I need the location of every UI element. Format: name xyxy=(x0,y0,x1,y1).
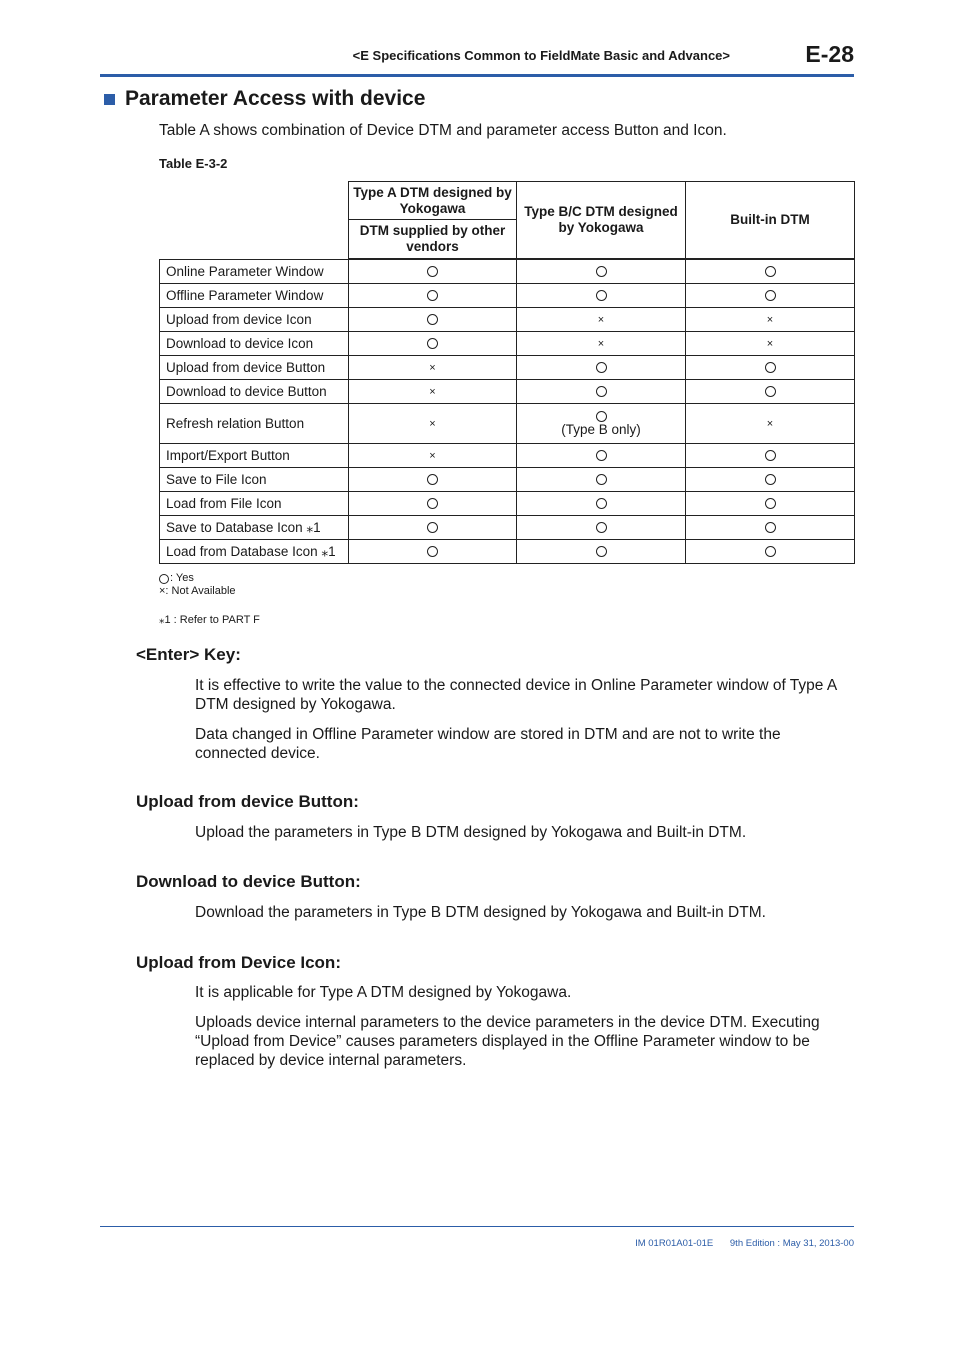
cell-c xyxy=(686,468,855,492)
cross-icon: × xyxy=(429,417,436,430)
circle-icon xyxy=(159,574,169,584)
heading-upload-icon: Upload from Device Icon: xyxy=(136,953,341,972)
circle-icon xyxy=(596,450,607,461)
paragraph: Upload the parameters in Type B DTM designed by Yokogawa and Built-in DTM. xyxy=(195,824,747,841)
legend-no-text: ×: Not Available xyxy=(159,585,236,597)
cross-icon: × xyxy=(429,361,436,374)
circle-icon xyxy=(765,498,776,509)
table-row xyxy=(160,540,855,564)
circle-icon xyxy=(596,522,607,533)
cell-a xyxy=(349,284,517,308)
circle-icon xyxy=(427,290,438,301)
cell-a xyxy=(349,332,517,356)
chapter-title: <E Specifications Common to FieldMate Basic and Advance> xyxy=(352,48,730,63)
header-other-vendors: DTM supplied by other vendors xyxy=(349,220,517,259)
circle-icon xyxy=(596,474,607,485)
header-rule xyxy=(100,74,854,77)
cell-b xyxy=(517,308,686,332)
cell-c xyxy=(686,260,855,284)
row-label: Upload from device Button xyxy=(160,356,349,380)
table-row xyxy=(160,308,855,332)
table-row xyxy=(160,356,855,380)
table-footnote: ⁎1 : Refer to PART F xyxy=(159,614,260,626)
heading-download-button: Download to device Button: xyxy=(136,872,361,891)
table-row xyxy=(160,516,855,540)
cell-a xyxy=(349,356,517,380)
circle-icon xyxy=(765,266,776,277)
header-type-bc: Type B/C DTM designed by Yokogawa xyxy=(517,182,686,259)
cell-c xyxy=(686,308,855,332)
cell-c xyxy=(686,492,855,516)
circle-icon xyxy=(765,362,776,373)
paragraph: Data changed in Offline Parameter window are stored in DTM and are not to write the connected device. xyxy=(195,726,781,762)
circle-icon xyxy=(427,474,438,485)
circle-icon xyxy=(427,314,438,325)
section-title: Parameter Access with device xyxy=(125,87,426,110)
circle-icon xyxy=(765,386,776,397)
cell-b xyxy=(517,356,686,380)
circle-icon xyxy=(765,546,776,557)
row-label: Online Parameter Window xyxy=(160,260,349,284)
circle-icon xyxy=(765,474,776,485)
circle-icon xyxy=(765,522,776,533)
table-row xyxy=(160,284,855,308)
table-row xyxy=(160,444,855,468)
access-table xyxy=(159,181,855,564)
header-builtin: Built-in DTM xyxy=(686,182,855,259)
circle-icon xyxy=(427,546,438,557)
cell-b xyxy=(517,444,686,468)
circle-icon xyxy=(596,546,607,557)
legend-no xyxy=(159,585,236,598)
doc-id: IM 01R01A01-01E xyxy=(635,1238,714,1249)
page-number: E-28 xyxy=(805,41,854,67)
row-label: Refresh relation Button xyxy=(160,404,349,444)
cell-b xyxy=(517,260,686,284)
table-row xyxy=(160,260,855,284)
cross-icon: × xyxy=(597,313,605,326)
paragraph: It is effective to write the value to the connected device in Online Parameter window of Type A DTM designed by Yokogawa. xyxy=(195,677,837,713)
footer-rule xyxy=(100,1226,854,1227)
row-label: Download to device Button xyxy=(160,380,349,404)
cross-icon: × xyxy=(597,337,605,350)
circle-icon xyxy=(427,338,438,349)
cell-c xyxy=(686,356,855,380)
paragraph: Uploads device internal parameters to the device parameters in the device DTM. Executing “Upload from Device” causes parameters displayed in the Offline Parameter window to be replaced by device internal parameters. xyxy=(195,1014,820,1069)
cell-a xyxy=(349,492,517,516)
edition: 9th Edition : May 31, 2013-00 xyxy=(729,1238,854,1249)
heading-enter-key: <Enter> Key: xyxy=(136,645,241,664)
circle-icon xyxy=(596,498,607,509)
row-label: Download to device Icon xyxy=(160,332,349,356)
cell-a xyxy=(349,468,517,492)
circle-icon xyxy=(427,266,438,277)
cell-b xyxy=(517,516,686,540)
cell-a xyxy=(349,404,517,444)
circle-icon xyxy=(596,290,607,301)
circle-icon xyxy=(427,522,438,533)
section-heading xyxy=(104,87,425,111)
circle-icon xyxy=(596,362,607,373)
circle-icon xyxy=(765,290,776,301)
footer xyxy=(621,1238,854,1249)
cell-b xyxy=(517,332,686,356)
header-type-a: Type A DTM designed by Yokogawa xyxy=(349,182,517,220)
row-label: Offline Parameter Window xyxy=(160,284,349,308)
legend-yes xyxy=(159,572,236,585)
table-row xyxy=(160,380,855,404)
table-corner xyxy=(160,182,349,259)
cross-icon: × xyxy=(429,385,436,398)
cell-c xyxy=(686,540,855,564)
paragraph: It is applicable for Type A DTM designed by Yokogawa. xyxy=(195,984,572,1001)
cell-note: (Type B only) xyxy=(561,422,641,437)
cell-c xyxy=(686,284,855,308)
cell-a xyxy=(349,308,517,332)
cell-b xyxy=(517,540,686,564)
cell-c xyxy=(686,404,855,444)
legend-yes-text: : Yes xyxy=(170,572,194,584)
cell-a xyxy=(349,260,517,284)
cell-b xyxy=(517,492,686,516)
table-legend xyxy=(159,572,236,598)
table-row xyxy=(160,332,855,356)
heading-upload-button: Upload from device Button: xyxy=(136,792,359,811)
cell-a xyxy=(349,540,517,564)
row-label: Load from Database Icon ⁎1 xyxy=(160,540,349,564)
cross-icon: × xyxy=(766,337,774,350)
row-label: Load from File Icon xyxy=(160,492,349,516)
cell-b xyxy=(517,404,686,444)
circle-icon xyxy=(596,411,607,422)
cross-icon: × xyxy=(766,313,774,326)
table-caption: Table E-3-2 xyxy=(159,156,228,171)
row-label: Import/Export Button xyxy=(160,444,349,468)
cell-b xyxy=(517,284,686,308)
cell-a xyxy=(349,516,517,540)
cross-icon: × xyxy=(766,417,774,430)
table-row xyxy=(160,492,855,516)
table-row xyxy=(160,468,855,492)
circle-icon xyxy=(427,498,438,509)
cell-c xyxy=(686,516,855,540)
cell-c xyxy=(686,380,855,404)
cross-icon: × xyxy=(429,449,436,462)
cell-b xyxy=(517,468,686,492)
cell-a xyxy=(349,444,517,468)
row-label: Save to File Icon xyxy=(160,468,349,492)
cell-c xyxy=(686,444,855,468)
table-row xyxy=(160,404,855,444)
circle-icon xyxy=(596,266,607,277)
square-bullet-icon xyxy=(104,94,115,105)
cell-b xyxy=(517,380,686,404)
circle-icon xyxy=(596,386,607,397)
row-label: Upload from device Icon xyxy=(160,308,349,332)
section-intro: Table A shows combination of Device DTM and parameter access Button and Icon. xyxy=(159,122,727,139)
cell-c xyxy=(686,332,855,356)
cell-a xyxy=(349,380,517,404)
circle-icon xyxy=(765,450,776,461)
row-label: Save to Database Icon ⁎1 xyxy=(160,516,349,540)
paragraph: Download the parameters in Type B DTM designed by Yokogawa and Built-in DTM. xyxy=(195,904,766,921)
